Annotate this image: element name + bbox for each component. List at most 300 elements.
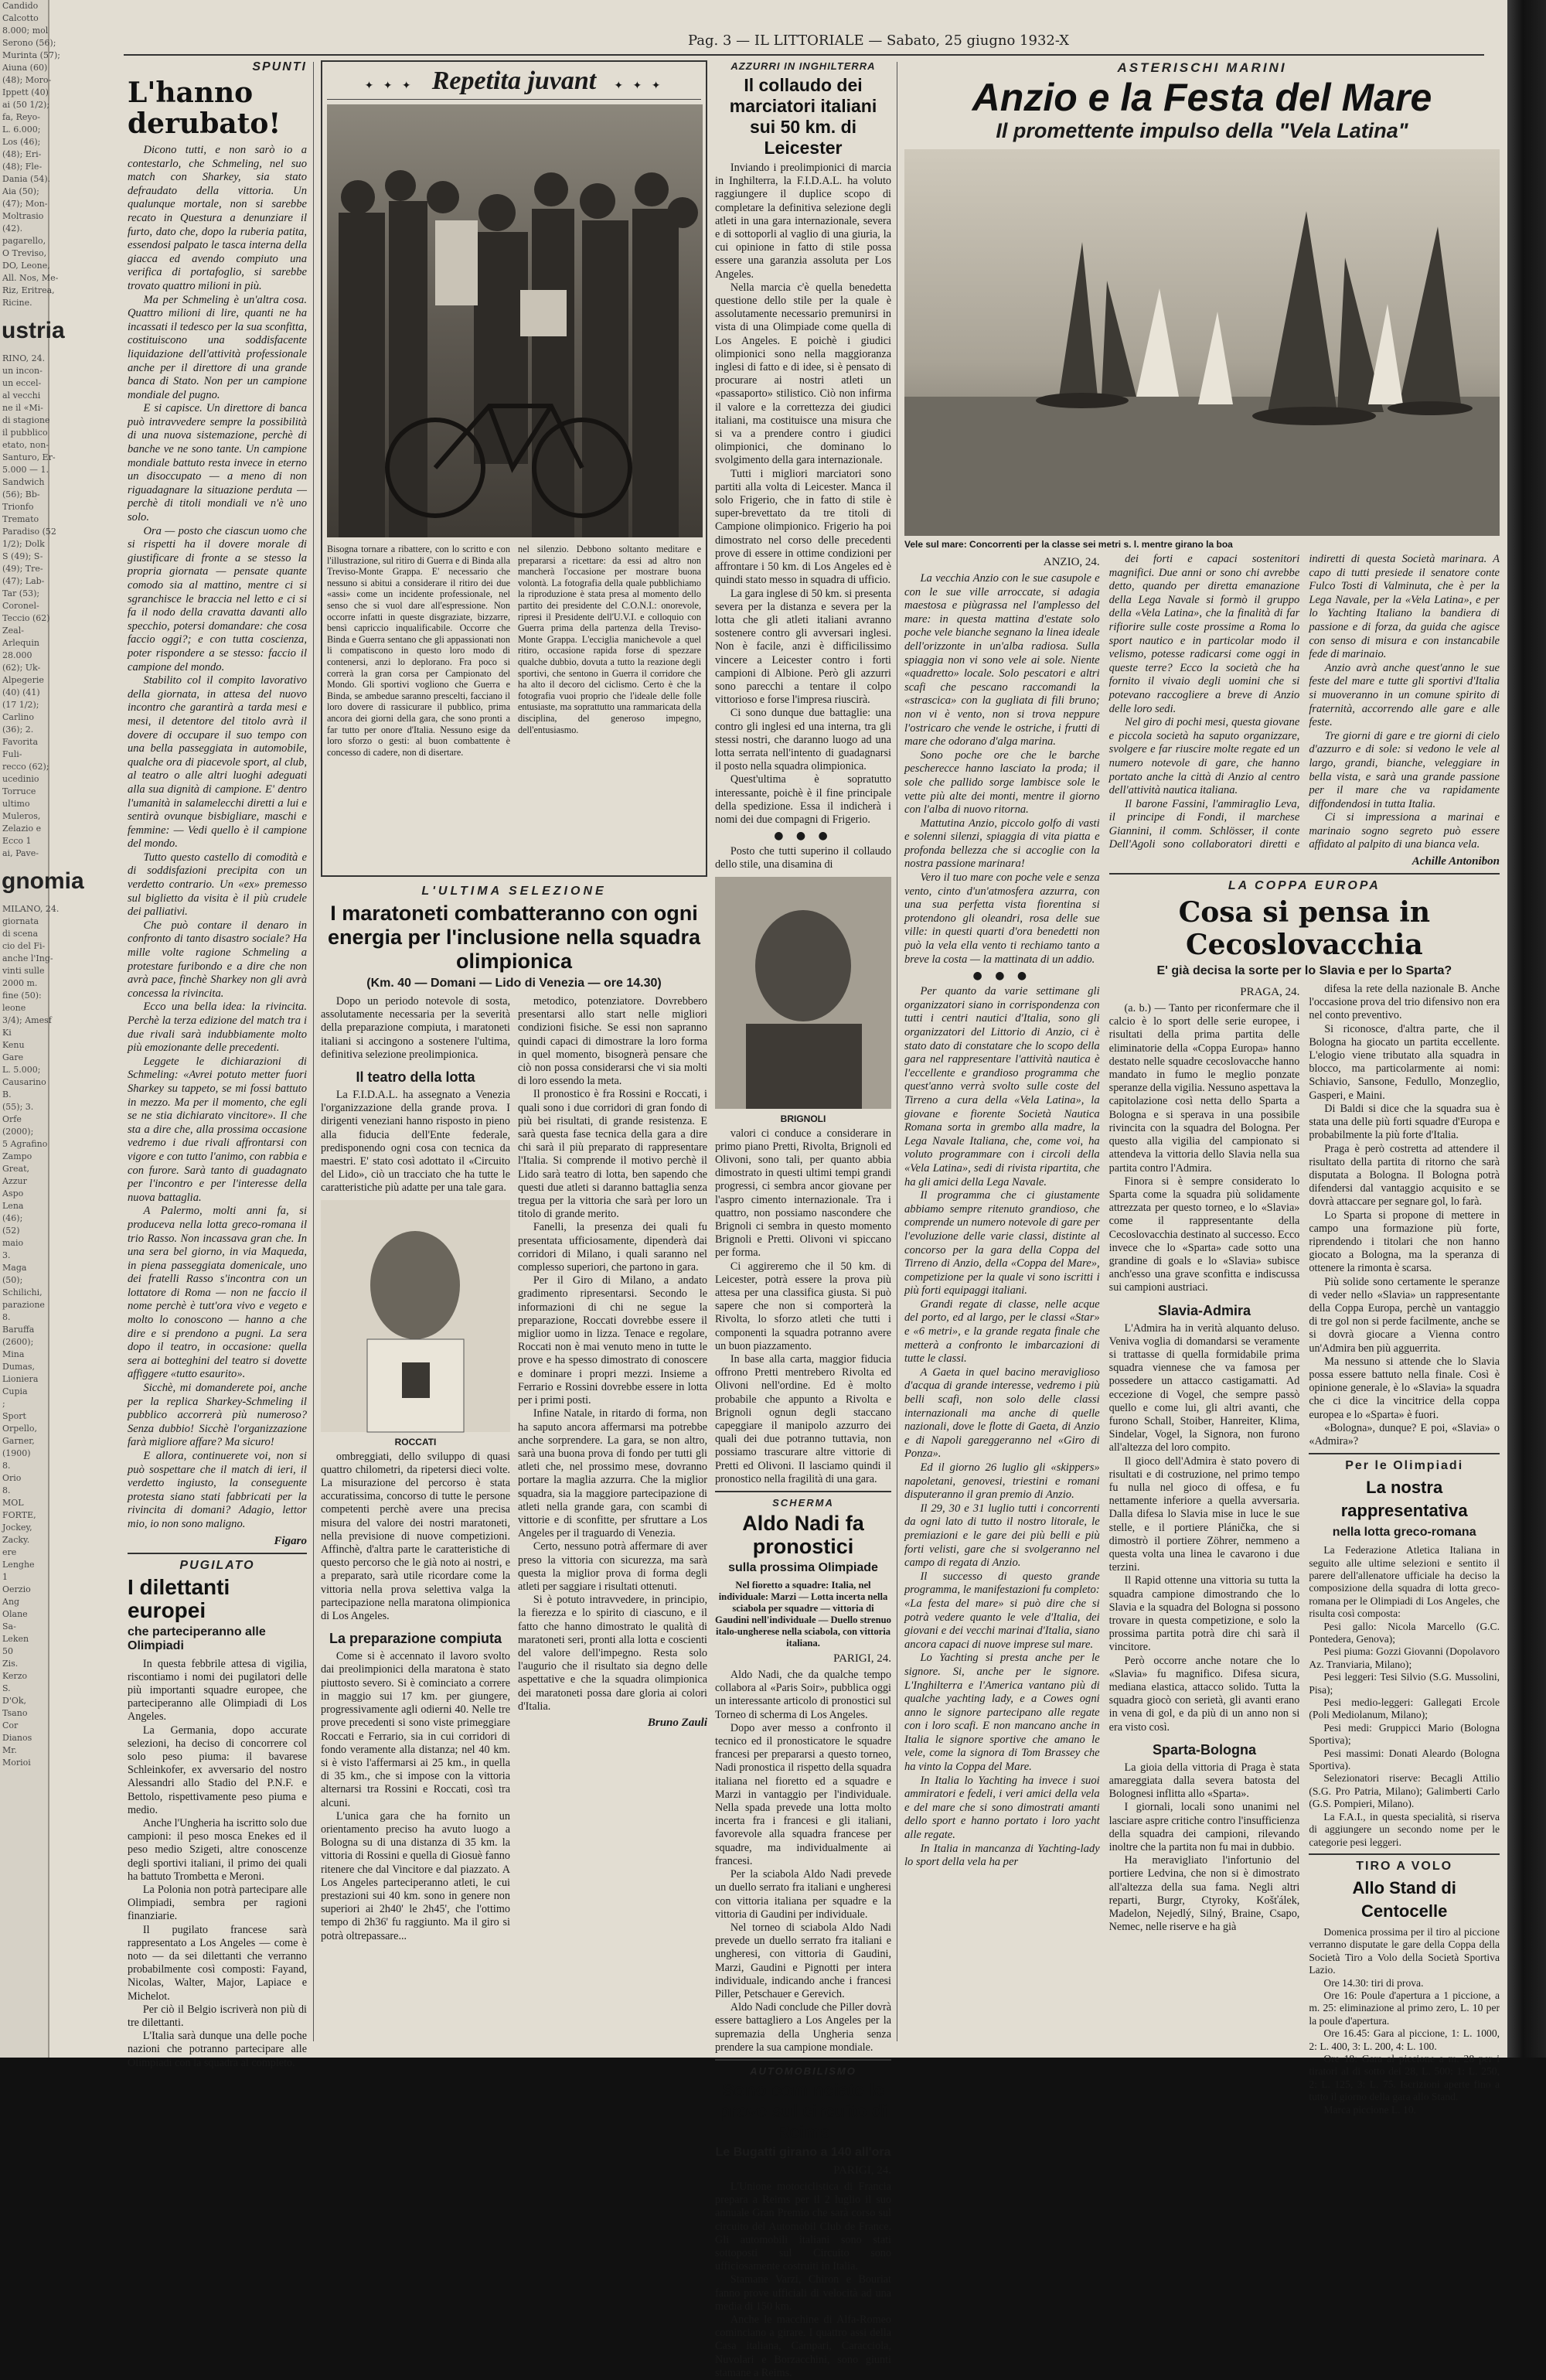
prev-page-line: Torruce <box>2 786 36 796</box>
subhead-dilettanti: che parteciperanno alle Olimpiadi <box>128 1625 266 1652</box>
prev-page-line: ne il «Mi- <box>2 403 43 413</box>
prev-page-line: Ki <box>2 1028 12 1038</box>
portrait-brignoli <box>715 877 891 1109</box>
signature-figaro: Figaro <box>274 1534 307 1547</box>
divider <box>1309 1853 1500 1855</box>
paragraph: Il barone Fassini, l'ammiraglio Leva, il principe di Fondi, il marchese Giannini, il comm. Schlösser, il conte Dell'Agoli sono collaboratori diretti e indiretti di questa Società marinara. A capo di tutti presiede il senatore conte Fulco Tosti di Valminuta, che è per la Lega Navale, per la «Vela Latina», e per lo Yachting Italiano la bandiera di passione e di forza, da guida che agisce con senso di misura e con instancabile fede di marinaio. <box>1108 553 1500 851</box>
paragraph: Ha meravigliato l'infortunio del portiere Ledvina, che non si è dimostrato all'altezza della sua fama. Negli altri reparti, Burgr, Ctyroky, Košťálek, Madelon, Nejedlý, Silný, Braine, Csapo, Nemec, nelle riserve e ha già <box>1108 1854 1300 1934</box>
column-rule <box>313 62 314 2041</box>
headline-marciatori: Il collaudo dei marciatori italiani sui 50 km. di Leicester <box>729 75 877 158</box>
subline-maratoneti: (Km. 40 — Domani — Lido di Venezia — ore 14.30) <box>366 977 662 990</box>
paragraph: (a. b.) — Tanto per riconfermare che il calcio è lo sport delle serie europee, i risultati della prima partita delle eliminatorie della «Coppa Europa» hanno destato nelle squadre cecoslovacche hanno mandato in fumo le meglio ponzate speranze della vigilia. Nessuno aspettava la capitolazione così netta dello Sparta a Bologna e si sperava in una possibile rivincita con la squadra del Bologna. Per questo alla vigilia del campionato si attendeva la vittoria dello Slavia nella sua partita contro l'Admira. <box>1108 1002 1300 1175</box>
paragraph: Pesi massimi: Donati Aleardo (Bologna Sportiva). <box>1309 1747 1500 1772</box>
prev-page-line: (47); Lab- <box>2 576 45 586</box>
prev-page-line: (48); Eri- <box>2 149 42 159</box>
paragraph: Marca piccione L. 10. <box>1323 2103 1417 2116</box>
prev-page-line: Sport <box>2 1411 26 1421</box>
prev-page-line: Zacky. <box>2 1535 30 1545</box>
paragraph: Ore 16: Poule d'apertura a 1 piccione, a m. 25: eliminazione al primo zero, L. 10 per la poule d'apertura. <box>1309 1989 1500 2027</box>
prev-page-line: Ecco 1 <box>2 836 32 846</box>
right-block <box>904 60 1500 2116</box>
prev-page-heading-a: ustria <box>2 318 65 343</box>
prev-page-line: ucedinio <box>2 774 39 784</box>
subhead-cecoslovacchia: E' già decisa la sorte per lo Slavia e per lo Sparta? <box>1156 964 1452 978</box>
paragraph: L'Admira ha in verità alquanto deluso. Veniva voglia di domandarsi se veramente si trattasse di quella formidabile prima squadra viennese che va famosa per possedere un attacco castigamatti. Ad eccezione di Vogel, che sempre passò quello e come lui, gli altri avanti, che furono Schall, Stoiber, Hanreiter, Klima, Sindelar, Vogel, la Signora, non furono all'altezza del loro compito. <box>1108 1321 1300 1454</box>
page-header <box>124 23 1484 56</box>
prev-page-line: (36); 2. <box>2 725 34 735</box>
prev-page-line: (50); <box>2 1275 23 1285</box>
column-3 <box>715 60 891 2379</box>
prev-page-lines-bot <box>0 903 60 1769</box>
prev-page-line: (55); 3. <box>2 1102 34 1112</box>
paragraph: Aldo Nadi conclude che Piller dovrà essere battagliero a Los Angeles per la supremazia della Ungheria senza prendere la sua campione mondiale. <box>715 2001 891 2054</box>
prev-page-line: (56); Bb- <box>2 489 40 500</box>
paragraph: Praga è però costretta ad attendere il risultato della partita di ritorno che sarà disputata a Bologna. Il Bologna potrà difendersi dal vantaggio acquisito e se dovrà attaccare per segnare gol, lo farà. <box>1309 1142 1500 1209</box>
prev-page-line: 1/2); Dolk <box>2 539 45 549</box>
prev-page-line: 1 <box>2 1572 8 1582</box>
headline-reims: Sono cominciate le prove sul circuito di Reims <box>718 2079 888 2142</box>
prev-page-line: (49); Tre- <box>2 564 43 574</box>
dateline-praga: PRAGA, 24. <box>1240 986 1300 999</box>
anzio-columns <box>904 553 1500 2116</box>
ornament-icon: ✦ ✦ ✦ <box>614 80 664 92</box>
prev-page-line: Baruffa <box>2 1325 35 1335</box>
prev-page-line: (1900) <box>2 1448 31 1458</box>
prev-page-line: ai (50 1/2); <box>2 100 50 110</box>
prev-page-line: Santuro, Er- <box>2 452 56 462</box>
paragraph: Posto che tutti superino il collaudo dello stile, una disamina di <box>715 845 891 871</box>
prev-page-line: B. <box>2 1089 12 1100</box>
page-header-text: Pag. 3 — IL LITTORIALE — Sabato, 25 giugno 1932-X <box>688 32 1070 49</box>
prev-page-line: Serono (56); <box>2 38 56 48</box>
prev-page-line: 50 <box>2 1646 13 1656</box>
prev-page-line: Aia (50); <box>2 186 39 196</box>
prev-page-line: Jockey, <box>2 1522 32 1533</box>
paragraph: In Italia lo Yachting ha invece i suoi ammiratori e fedeli, i veri amici della vela e del mare che si sono dimostrati amanti dello sport e hanno portato i loro yacht alle regate. <box>904 1774 1100 1842</box>
paragraph: Il successo di questo grande programma, le manifestazioni fu completo: «La festa del mare» si può dire che si potrà vedere quanto le vele d'Italia, dei giovani e dei vecchi marinai d'Italia, siano ancora capaci di nuove imprese sul mare. <box>904 1570 1100 1651</box>
prev-page-line: ultimo <box>2 799 30 809</box>
paragraph: Lo Yachting si presta anche per le signore. Si, anche per le signore. L'Inghilterra e l'America vantano più di qualche yachting lady, e a Cowes ogni anno le signore partecipano alle regate con i loro scafi. E non mancano anche in Italia le signore sportive che amano le vele, come la signora di Tom Brassey che ha vinto la Coppa del Mare. <box>904 1652 1100 1774</box>
prev-page-line: MOL <box>2 1498 24 1508</box>
prev-page-line: anche l'Ing- <box>2 953 53 963</box>
prev-page-line: (47); Mon- <box>2 199 48 209</box>
paragraph: In Italia in mancanza di Yachting-lady lo sport della vela ha per <box>904 1842 1100 1869</box>
kicker-automobilismo: AUTOMOBILISMO <box>750 2065 856 2077</box>
prev-page-line: etato, non- <box>2 440 49 450</box>
prev-page-line: Azzur <box>2 1176 27 1186</box>
prev-page-line: al vecchi <box>2 390 41 401</box>
paragraph: Che può contare il denaro in confronto di tanto disastro sociale? Ha mille volte ragione Schmeling a protestare furibondo e a dire che non avrà pace, finchè Sharkey non gli avrà concessa la rivincita. <box>128 919 307 1000</box>
prev-page-line: ere <box>2 1547 17 1557</box>
prev-page-heading-b: gnomia <box>2 868 84 894</box>
prev-page-line: ai, Pave- <box>2 848 39 858</box>
headline-centocelle: Allo Stand di Centocelle <box>1352 1877 1456 1921</box>
paragraph: Nel torneo di sciabola Aldo Nadi prevede un duello serrato fra italiani e ungheresi, con vittoria di Gaudini, Marzi, Gaudini e Pignotti per intera individuale, indicando anche i francesi Piller, Petschauer e Gerevich. <box>715 1921 891 2000</box>
paragraph: A Gaeta in quel bacino meraviglioso d'acqua di grande interesse, vedremo i più belli scafi, non solo delle classi internazionali ma anche di quelle nazionali, dove le flotte di Gaeta, di Anzio e di Napoli gareggeranno nel «Giro di Ponza». <box>904 1366 1100 1461</box>
prev-page-line: FORTE, <box>2 1510 36 1520</box>
photo-sailboats <box>904 149 1500 536</box>
paragraph: Leggete le dichiarazioni di Schmeling: «Avrei potuto metter fuori Sharkey su tappeto, se mi fossi battuto in mezzo. Ma per il momento, che egli se ne stia dichiarato vincitore». Il che sta a dire che, alla prossima occasione vedremo i due rivali affrontarsi con vigore e con tutto l'animo, con rabbia e con furore. Sarà tanto di guadagnato per l'incontro e per l'interesse della nuova battaglia. <box>128 1055 307 1204</box>
paragraph: Si riconosce, d'altra parte, che il Bologna ha giocato un partita eccellente. L'elogio viene tributato alla squadra in blocco, ma particolarmente ai nomi: Schiavio, Sansone, Fedullo, Monzeglio, Gasperi, e Maini. <box>1309 1022 1500 1102</box>
prev-page-line: Cor <box>2 1720 19 1730</box>
paragraph: Dopo un periodo notevole di sosta, assolutamente necessaria per la severità della preparazione compiuta, i maratoneti italiani si accingono a sostenere l'ultima, definitiva selezione preolimpionica. <box>321 995 510 1061</box>
paragraph: La vecchia Anzio con le sue casupole e con le sue ville arroccate, si adagia maestosa e piùgrassa nel l'amplesso del mare: in questa mattina d'estate solo poche vele bianche segnano la linea ideale dell'orizzonte in un'alba radiosa. Sulla spiaggia non vi sono vele ai sole. Niente «quadretto» locale. Solo pescatori e altri scafi che pescano raccomandi la «strascica» con la gugliata di fili bruno; non vi è vento, non si trova neppure l'ostricaro che vende le ostriche, i frutti di mare che odorano d'alga marina. <box>904 572 1100 748</box>
prev-page-line: Trionfo <box>2 502 34 512</box>
subhead-preparazione: La preparazione compiuta <box>329 1631 502 1647</box>
prev-page-line: recco (62); <box>2 762 49 772</box>
prev-page-line: Moltrasio <box>2 211 44 221</box>
dateline-parigi: PARIGI, 24. <box>833 1652 891 1666</box>
paragraph: Pesi medi: Gruppicci Mario (Bologna Sportiva); <box>1309 1721 1500 1747</box>
box-caption-columns <box>327 544 701 758</box>
prev-page-line: Aiuna (60) <box>2 63 48 73</box>
prev-page-line: maio <box>2 1238 24 1248</box>
prev-page-line: D'Ok, <box>2 1696 27 1706</box>
subhead-rappresentativa: nella lotta greco-romana <box>1332 1526 1476 1539</box>
paragraph: Per il Giro di Milano, a andato gradimento ripresentarsi. Secondo le informazioni di chi ne segue la preparazione, Roccati dovrebbe essere il miglior uomo in lizza. Tenace e regolare, Roccati non è mai venuto meno in tutte le prove e ha spesso dimostrato di conoscere e dominare i propri mezzi. Insieme a Ferrario e Rossini dovrebbe essere in lotta per i primi posti. <box>518 1274 707 1407</box>
paragraph: Anzio avrà anche quest'anno le sue feste del mare e tutte gli sportivi d'Italia si muoveranno in un comune spirito di fraternità, accorrendo alle gare e alle feste. <box>1309 661 1500 729</box>
prev-page-line: Leken <box>2 1634 29 1644</box>
prev-page-lines-mid <box>0 353 56 860</box>
kicker-asterischi: ASTERISCHI MARINI <box>1117 60 1287 75</box>
prev-page-line: Mr. <box>2 1745 17 1755</box>
paragraph: I giornali, locali sono unanimi nel lasciare aspre critiche contro l'insufficienza della squadra dei campioni, rilevando inoltre che la partita non fu mai in dubbio. <box>1108 1801 1300 1854</box>
prev-page-line: Aspo <box>2 1188 24 1199</box>
subhead-slavia-admira: Slavia-Admira <box>1157 1302 1251 1318</box>
maratoneti-percorso <box>321 1451 510 1624</box>
paragraph: Ma nessuno si attende che lo Slavia possa essere battuto nella finale. Così è opinione generale, è lo «Slavia» la squadra che ci dice la vincitrice della coppa europea e lo «Sparta» è fuori. <box>1309 1355 1500 1421</box>
prev-page-line: (42). <box>2 223 23 234</box>
article-marciatori-body-2 <box>715 845 891 871</box>
lotta-body <box>1309 1544 1500 1849</box>
paragraph: Il Rapid ottenne una vittoria su tutta la squadra campione dimostrando che lo Slavia e la squadra del Bologna si possono trovare in questa competizione, e solo la prossima partita potrà dire chi sarà il vincitore. <box>1108 1574 1300 1654</box>
headline-cecoslovacchia: Cosa si pensa in Cecoslovacchia <box>1178 896 1431 962</box>
dateline-anzio: ANZIO, 24. <box>1043 556 1100 568</box>
prev-page-line: S. <box>2 1683 11 1693</box>
paragraph: Ore 14.30: tiri di prova. <box>1323 1976 1424 1989</box>
kicker-tiro-a-volo: TIRO A VOLO <box>1356 1859 1453 1873</box>
prev-page-line: 8.000; mol <box>2 26 49 36</box>
prev-page-line: un eccel- <box>2 378 42 388</box>
prev-page-line: Kenu <box>2 1040 25 1050</box>
prev-page-line: Dumas, <box>2 1362 36 1372</box>
paragraph: Quest'ultima è sopratutto interessante, poichè è il fine principale della spedizione. Essa il indicherà i nomi dei due compagni di Frigerio. <box>715 773 891 826</box>
paragraph: Come si è accennato il lavoro svolto dai preolimpionici della maratona è stato piuttosto severo. Si è cominciato a correre in maggio sui 17 km. per giungere, progressivamente agli odierni 40. Nelle tre prove precedenti si sono viste primeggiare Roccati e Ferrario, sia in cui corridori di fondo veramente alla distanza; nel 40 km. si è visto l'affermarsi ai 25 km., in quella di 35 km., che si impose con la vittoria alternarsi tra Rossini e Roccati, così tra alcuni. <box>321 1650 510 1809</box>
prev-page-line: Dania (54). <box>2 174 51 184</box>
photo-cyclists-crowd <box>327 104 703 537</box>
prev-page-line: Arlequin <box>2 638 39 648</box>
prev-page-line: (2600); <box>2 1337 34 1347</box>
paragraph: In questa febbrile attesa di vigilia, riscontiamo i nomi dei pugilatori delle più importanti squadre europee, che parteciperanno alle Olimpiadi di Los Angeles. <box>128 1657 307 1724</box>
prev-page-line: Causarino <box>2 1077 46 1087</box>
prev-page-line: Tremato <box>2 514 39 524</box>
paragraph: Ecco una bella idea: la rivincita. Perchè la terza edizione del match tra i due rivali sarà indubbiamente molto più emozionante delle precedenti. <box>128 1001 307 1055</box>
cecoslovacchia-col-a <box>1109 983 1300 2116</box>
article-reims-body <box>715 2181 891 2380</box>
photo-guerra-binda <box>327 104 701 537</box>
paragraph: E si capisce. Un direttore di banca può intravvedere sempre la possibilità di una nuova sistemazione, perchè di banche ve ne sono tante. Un campione mondiale battuto resta invece in eterno un disoccupato — a meno di non riguadagnare la situazione perduta — perchè di titoli mondiali ve n'è uno solo. <box>128 402 307 524</box>
maratoneti-col-a <box>321 995 510 1943</box>
prev-page-line: (62); Uk- <box>2 663 41 673</box>
prev-page-line: 2000 m. <box>2 978 38 988</box>
paragraph: Ore 18: Gara al piccione a m. 28 per i tiratori al di sotto dei 28, L. 500: 1: L. 250, 2: L. 125, 3: L. 75. Iscrizioni aperte fino a tutto il giorno della gara allo Stand. <box>1309 2052 1500 2103</box>
paragraph: E allora, continuerete voi, non si può sospettare che il match di ieri, il verdetto ingiusto, la conseguente protesta siano stati fabbricati per la rivincita di domani? Adagio, lettor mio, io non sono maligno. <box>128 1450 307 1530</box>
ornament-icon: ● ● ● <box>972 970 1032 983</box>
coppa-body-a <box>1109 1002 1300 1294</box>
box-title: Repetita juvant <box>431 66 597 95</box>
box-caption-left: Bisogna tornare a ribattere, con lo scritto e con l'illustrazione, sul ritiro di Guerra e di Binda alla Treviso-Monte Grappa. E' necessario che nessuno si abitui a considerare il ritiro dei due «assi» come un incidente professionale, nel senso che si vuol dare all'espressione. Non occorre infatti in queste disgraziate, bizzarre, bensì capriccio inqualificabile. Occorre che Binda e Guerra sentano che gli appassionati non li compatiscono in questo loro modo di contenersi, anzi lo deplorano. Fra poco si correrà la gran corsa per Campionato del Mondo. Gli sportivi vogliono che Guerra e Binda, se ambedue saranno prescelti, facciano il loro dovere di rassicurare il pubblico, prima ancora dei giorni della gara, che sono pronti a far tutto per onore d'Italia. Nessuno esige da loro sforzo o gesti: al buon combattente è concesso di cadere, non di disertare. <box>327 544 510 758</box>
prev-page-line: (2000); <box>2 1127 34 1137</box>
prev-page-line: leone <box>2 1003 26 1013</box>
prev-page-line: (17 1/2); <box>2 700 39 710</box>
photo-roccati <box>321 1200 510 1432</box>
paragraph: Ore 16.45: Gara al piccione, 1: L. 1000, 2: L. 400, 3: L. 200, 4: L. 100. <box>1309 2027 1500 2052</box>
paragraph: dei forti e capaci sostenitori magnifici. Due anni or sono chi avrebbe detto, quando per diretta emanazione della Lega Navale si formò il gruppo della «Vela Latina», che la finalità di far rifiorire sulle coste prossime a Roma lo sport nautico e in particolar modo il velismo, potesse radicarsi come oggi in queste terre? Ecco la società che ha fornito il vivaio degli uomini che si potevano raccogliere a breve di Anzio delle loro sedi. <box>1108 553 1300 715</box>
paragraph: Nella marcia c'è quella benedetta questione dello stile per la quale è assolutamente necessario premunirsi in vista di una Olimpiade come quella di Los Angeles. E poichè i giudici olimpionici sono nella maggioranza inglesi di fatto e di idee, si è pensato di procurare ai nostri atleti un «passaporto» stilistico. Ciò non infirma il valore e la correttezza dei giudici italiani, ma costituisce una misura che si va a prendere contro i giudici olimpionici, che dominano lo svolgimento della gara internazionale. <box>715 281 891 467</box>
subhead-sparta-bologna: Sparta-Bologna <box>1153 1741 1257 1758</box>
kicker-pugilato: PUGILATO <box>179 1558 255 1572</box>
prev-page-line: Coronel- <box>2 601 39 611</box>
prev-page-line: 3/4); Amesf <box>2 1015 52 1025</box>
paragraph: «Bologna», dunque? E poi, «Slavia» o «Admira»? <box>1309 1421 1500 1447</box>
previous-page-fragment <box>0 0 84 2058</box>
prev-page-line: Lena <box>2 1201 24 1211</box>
paragraph: Aldo Nadi, che da qualche tempo collabora al «Paris Soir», pubblica oggi un interessante articolo di pronostici sul Torneo di scherma di Los Angeles. <box>715 1669 891 1721</box>
paragraph: Tre giorni di gare e tre giorni di cielo d'azzurro e di sole: si vedono le vele al largo, grandi, bianche, veleggiare in bella vista, e sarà una grande passione per il mare che va rapidamente diffondendosi in tutta Italia. <box>1309 729 1500 810</box>
paragraph: Certo, nessuno potrà affermare di aver preso la vittoria con sicurezza, ma sarà questa la miglior prova di forma degli atleti per saggiare i risultati ottenuti. <box>518 1540 707 1593</box>
prev-page-line: 3. <box>2 1250 11 1260</box>
maratoneti-intro <box>321 995 510 1062</box>
prev-page-line: (48); Fle- <box>2 162 43 172</box>
box-title-bar <box>327 66 701 100</box>
paragraph: Si è potuto intravvedere, in principio, la fierezza e lo spirito di ciascuno, e il fatto che hanno dimostrato le qualità di maratoneti seri, pronti alla lotta e coscienti del valore dell'impegno. Resta solo l'augurio che il risultato sia degno delle aspettative e che la squadra olimpionica dei maratoneti possa dare gloria ai colori d'Italia. <box>518 1594 707 1713</box>
prev-page-line: Garner, <box>2 1436 35 1446</box>
maratoneti-pronostico <box>518 995 707 1713</box>
prev-page-line: Morioi <box>2 1758 31 1768</box>
portrait-roccati <box>321 1200 510 1432</box>
prev-page-line: Teccio (62) <box>2 613 50 623</box>
paragraph: Per ciò il Belgio iscriverà non più di tre dilettanti. <box>128 2003 307 2030</box>
paragraph: La Polonia non potrà partecipare alle Olimpiadi, sembra per ragioni finanziarie. <box>128 1884 307 1923</box>
divider <box>128 1553 307 1554</box>
book-binding-edge <box>1507 0 1546 2058</box>
kicker-azzurri: AZZURRI IN INGHILTERRA <box>730 60 876 72</box>
prev-page-line: Los (46); <box>2 137 41 147</box>
anzio-col-bc <box>1109 553 1500 2116</box>
maratoneti-teatro <box>321 1089 510 1195</box>
anzio-body-c <box>1109 553 1500 852</box>
paragraph: Ci si impressiona a marinai e marinaio sogno segreto può essere affidato al palpito di una bianca vela. <box>1309 811 1500 851</box>
prev-page-line: Cupia <box>2 1386 28 1396</box>
paragraph: L'unica gara che ha fornito un orientamento preciso ha avuto luogo a Bologna su di una distanza di 35 km. la vittoria di Rossini e quella di Giosuè fanno ritenere che dal Vincitore e dal piazzato. A Los Angeles parteciperanno atleti, le cui prestazioni sui 40 km. sono in genere non superiori ai 2h40' le 2h45', che l'ottimo tempo di 2h36' fu raggiunto. Ma il giro si potrà oltrepassare... <box>321 1809 510 1942</box>
prev-page-line: 28.000 <box>2 650 32 660</box>
article-derubato-body <box>128 144 307 1532</box>
prev-page-lines-top <box>0 0 60 309</box>
paragraph: Pesi leggeri: Tesi Silvio (S.G. Mussolini, Pisa); <box>1309 1671 1500 1696</box>
prev-page-line: 8. <box>2 1485 11 1495</box>
prev-page-line: L. 5.000; <box>2 1065 41 1075</box>
divider <box>1109 873 1500 875</box>
coppa-body-b <box>1109 1322 1300 1734</box>
tiro-body <box>1309 1926 1500 2116</box>
subhead-reims: Le Bugatti girano a 140 all'ora <box>715 2145 891 2159</box>
headline-nadi: Aldo Nadi fa pronostici <box>742 1512 864 1559</box>
prev-page-line: Riz, Eritrea, <box>2 285 55 295</box>
prev-page-line: DO, Leone, <box>2 261 50 271</box>
prev-page-line: giornata <box>2 916 39 926</box>
prev-page-line: pagarello, <box>2 236 46 246</box>
prev-page-line: Great, <box>2 1164 30 1174</box>
paragraph: La Federazione Atletica Italiana in seguito alle ultime selezioni e sentito il parere dell'allenatore ufficiale ha deciso la composizione della squadra di lotta greco-romana per le Olimpiadi di Los Angeles, che risulta così composta: <box>1309 1544 1500 1620</box>
subhead-teatro: Il teatro della lotta <box>356 1069 475 1086</box>
paragraph: Tutto questo castello di comodità e di soddisfazioni precipita con un verdetto contrario. Un «ex» premesso sul biglietto da visita è il più crudele dei palliativi. <box>128 851 307 919</box>
divider <box>715 2059 891 2061</box>
paragraph: L'Unione motociclistica di Francia prepara a Reims per il 2 luglio il suo annuale Gran Premio che sarà corso sul circuito del Automobil Club de France. Gli automobili italiani sono stati sottoposti sul Circuito sono ufficiosamente costruiti in Italia. <box>715 2180 891 2273</box>
prev-page-line: Zeal- <box>2 626 24 636</box>
subhead-nadi: sulla prossima Olimpiade <box>728 1561 878 1575</box>
paragraph: Pesi gallo: Nicola Marcello (G.C. Pontedera, Genova); <box>1309 1620 1500 1645</box>
photo-regatta-sails <box>904 149 1500 536</box>
paragraph: Domenica prossima per il tiro al piccione verranno disputate le gare della Coppa della Società Tiro a Volo della Società Sportiva Lazio. <box>1309 1925 1500 1976</box>
prev-page-line: fa, Reyo- <box>2 112 40 122</box>
prev-page-line: Olane <box>2 1609 28 1619</box>
headline-maratoneti: I maratoneti combatteranno con ogni energia per l'inclusione nella squadra olimpionica <box>327 902 701 973</box>
prev-page-line: Sandwich <box>2 477 45 487</box>
photo-brignoli <box>715 877 891 1109</box>
article-dilettanti-body <box>128 1658 307 2070</box>
ornament-icon: ● ● ● <box>774 830 833 843</box>
maratoneti-col-b <box>518 995 707 1943</box>
prev-page-line: Zampo <box>2 1151 32 1161</box>
prev-page-line: (46); <box>2 1213 23 1223</box>
dateline-parigi-2: PARIGI, 24. <box>833 2163 891 2177</box>
prev-page-line: Zis. <box>2 1659 19 1669</box>
paragraph: Per la sciabola Aldo Nadi prevede un duello serrato fra italiani e ungheresi con vittoria italiana per squadre e la vittoria di Gaudini per individuale. <box>715 1868 891 1921</box>
paragraph: Mattutina Anzio, piccolo golfo di vasti e solenni silenzi, spiaggia di vita piatta e profonda bellezza che si accoglie con la nostra passione marinara! <box>904 817 1100 871</box>
prev-page-line: 8. <box>2 1461 11 1471</box>
paragraph: Sicchè, mi domanderete poi, anche per la replica Sharkey-Schmeling il pubblico accorrerà più numeroso? Senza dubbio! Sicchè l'organizzazione farà migliore affare? Ma sicuro! <box>128 1382 307 1449</box>
anzio-body-a <box>904 572 1100 967</box>
paragraph: Grandi regate di classe, nelle acque del porto, ed al largo, per le classi «Star» e «6 metri», e la grande regata finale che metterà a confronto le imbarcazioni di tutte le classi. <box>904 1297 1100 1366</box>
paragraph: Ci sono dunque due battaglie: una contro gli inglesi ed una interna, tra gli stessi nostri, che daranno luogo ad una lotta serrata nell'intento di guadagnarsi il posto nella squadra olimpionica. <box>715 707 891 773</box>
maratoneti-columns <box>321 995 707 1943</box>
paragraph: valori ci conduce a considerare in primo piano Pretti, Rivolta, Brignoli ed Olivoni, sono tali, per quanto abbia dimostrato in questi ultimi tempi grandi progressi, ci sembra ancor giovane per l'aspro cimento internazionale. Tra i quattro, non possiamo nascondere che Brignoli ci sembra in questo momento Brignoli e Pretti. Olivoni vi spiccano per forma. <box>715 1127 891 1260</box>
prev-page-line: (52) <box>2 1226 20 1236</box>
prev-page-line: Gare <box>2 1052 24 1062</box>
prev-page-line: S (49); S- <box>2 551 43 561</box>
paragraph: Il 29, 30 e 31 luglio tutti i concorrenti da ogni lato di tutto il nostro litorale, le premiazioni e le gare dei più belli e più forti velisti, gare che si svolgeranno nel campo di regata di Anzio. <box>904 1502 1100 1570</box>
headline-dilettanti: I dilettanti europei <box>128 1574 230 1622</box>
caption-sailboats: Vele sul mare: Concorrenti per la classe sei metri s. l. mentre girano la boa <box>904 539 1233 550</box>
prev-page-line: Lenghe <box>2 1560 35 1570</box>
headline-derubato: L'hanno derubato! <box>128 77 281 140</box>
paragraph: Infine Natale, in ritardo di forma, non ha saputo ancora affermarsi ma potrebbe anche sorprendere. La gara, se non altro, sarà una buona prova di fondo per tutti gli atleti che, nel prossimo mese, dovranno portare la maglia azzurra. Che la miglior squadra, sia la maggiore partecipazione di atleti nella grande gara, con scambi di vittorie e di sconfitte, per sfruttare a Los Angeles per il traguardo di Venezia. <box>518 1407 707 1540</box>
paragraph: Anche l'Ungheria ha iscritto solo due campioni: il peso mosca Enekes ed il peso medio Szigeti, altre conoscenze degli sportivi italiani, il primo dei quali ha battuto Trombetta e Meroni. <box>128 1817 307 1883</box>
paragraph: Tutti i migliori marciatori sono partiti alla volta di Leicester. Manca il solo Frigerio, che in fatto di stile è super-brevettato da tre titoli di Campione olimpionico. Frigerio ha poi dimostrato nel corso delle precedenti prove di essere in ottime condizioni per affrontare i 50 km. di Los Angeles ed è quindi stato messo in squadra di ufficio. <box>715 467 891 587</box>
prev-page-line: Orio <box>2 1473 22 1483</box>
paragraph: Lo Sparta si propone di mettere in campo una formazione più forte, riprendendo i titolari che non hanno giocato a Bologna, ma la speranza di ottenere la rimonta è scarsa. <box>1309 1209 1500 1275</box>
prev-page-line: Calcotto <box>2 13 39 23</box>
prev-page-line: 5 Agrafino <box>2 1139 48 1149</box>
paragraph: Ci aggireremo che il 50 km. di Leicester, potrà essere la prova più attesa per una classifica giusta. Si può sapere che non si comporterà la Rivolta, lo sforzo atleti che tutti i componenti la squadra potranno avere un buon piazzamento. <box>715 1260 891 1352</box>
paragraph: Sono poche ore che le barche pescherecce hanno lasciato la proda; il sole che pallido sorge lambisce sole le vette più alte dei monti, mentre il giorno con l'alba di nuovo ritorna. <box>904 748 1100 817</box>
prev-page-line: Murinta (57); <box>2 50 60 60</box>
paragraph: A Palermo, molti anni fa, si produceva nella lotta greco-romana il trio Rasso. Non incassava gran che. In una sera bel giorno, in via Maqueda, in piena passeggiata domenicale, uno dei fratelli Rasso s'incontra con un lottatore di Roma — non ne faccio il nome perchè è tutt'ora vivo e vegeto e molto lo conoscono — hanno a che dire e si prendono a pugni. La sera dopo il teatro, in occasione: quella sera ai botteghini del teatro si dovette affiggere «tutto esaurito». <box>128 1205 307 1381</box>
paragraph: Stamane Varzi, Chiron e Bouriat fanno prove ufficiali di velocità ad una media di 150 km. <box>715 2273 891 2313</box>
paragraph: La F.I.D.A.L. ha assegnato a Venezia l'organizzazione della grande prova. I dirigenti veneziani hanno risposto in pieno alla fiducia dell'Ente federale, predisponendo ogni cosa con tecnica da maestri. E' stato così adottato il «Circuito del Lido», ciò un tracciato che ha tutte le caratteristiche più adatte per una tale gara. <box>321 1089 510 1195</box>
paragraph: Di Baldi si dice che la squadra sua è stata una delle più forti squadre d'Europa e probabilmente la più forte d'Italia. <box>1309 1102 1500 1142</box>
paragraph: Per quanto da varie settimane gli organizzatori siano in corrispondenza con tutti i centri nautici d'Italia, sono gli organizzatori del Littorio di Anzio, ci è stato dato di constatare che lo scopo della gara nel rappresentare l'attività nautica è l'eccellente e grandioso programma che quest'anno verrà svolto sulle coste del Tirreno a cura della «Vela Latina», la giovane e fiorente Società Nautica Romana sorta in grembo alla madre, la Lega Navale Italiana, che, come voi, ha voluto programmare con i circoli della «Vela Latina», sedi di rivista ripartita, che ha gli amici della Lega Navale. <box>904 985 1100 1188</box>
coppa-body-c <box>1109 1761 1300 1935</box>
signature-antonibon: Achille Antonibon <box>1411 855 1500 868</box>
prev-page-line: RINO, 24. <box>2 353 46 363</box>
prev-page-line: Muleros, <box>2 811 41 821</box>
prev-page-line: vinti sulle <box>2 966 45 976</box>
prev-page-line: Orfe <box>2 1114 22 1124</box>
cecoslovacchia-col-b <box>1309 983 1500 2116</box>
prev-page-line: All. Nos, Me- <box>2 273 59 283</box>
paragraph: Il pugilato francese sarà rappresentato a Los Angeles — come è noto — da sei dilettanti che verranno probabilmente così composti: Fayand, Nicolas, Walter, Major, Lapiace e Michelot. <box>128 1923 307 2003</box>
caption-brignoli: BRIGNOLI <box>780 1113 826 1124</box>
paragraph: Stabilito col il compito lavorativo della giornata, in attesa del nuovo incontro che garantirà a tarda mesi e mesi, il detentore del titolo avrà il dovere di occupare il suo tempo con una bella passeggiata in automobile, qualche ora di piacevole sport, al club, al teatro o alle altri luoghi adeguati alla sua dignità di campione. E' dentro l'umanità in salamelecchi diretti a lui e sentirà ovunque bisbigliare, maschi e femmine: — Vedi quello è il campione del mondo. <box>128 674 307 851</box>
prev-page-line: (48); Moro- <box>2 75 52 85</box>
paragraph: Selezionatori riserve: Becagli Attilio (S.G. Pro Patria, Milano); Galimberti Carlo (G.S. Pompieri, Milano). <box>1309 1772 1500 1810</box>
prev-page-line: Ricine. <box>2 298 32 308</box>
paragraph: Il gioco dell'Admira è stato povero di risultati e di costruzione, nel primo tempo fu nulla nel gioco di offesa, e fu nettamente inferiore a quella avversaria. Dalla difesa lo Slavia mise in luce le sue stelle, e il portiere Plánička, che si dimostrò il portiere Zöhrer, nemmeno a questa volta una linea le cavarono i due terzini. <box>1108 1454 1300 1574</box>
paragraph: Dopo aver messo a confronto il tecnico ed il pronosticatore le squadre francesi per prepararsi a questo torneo, Nadi pronostica il rispetto della squadra italiana nel fioretto ed a squadre e Marzi in vantaggio per l'individuale. Nella spada prevede una lotta molto incerta fra i francesi e gli italiani, favorevole alla squadra francese per squadre, ma individualmente ai francesi. <box>715 1721 891 1867</box>
kicker-coppa-europa: LA COPPA EUROPA <box>1228 879 1381 893</box>
prev-page-line: 8. <box>2 1312 11 1322</box>
prev-page-line: cio del Fi- <box>2 941 46 951</box>
prev-page-line: Oerzio <box>2 1584 31 1594</box>
prev-page-line: Sa- <box>2 1621 16 1632</box>
prev-page-line: Tsano <box>2 1708 28 1718</box>
paragraph: difesa la rete della nazionale B. Anche l'occasione prova del trio difensivo non era nel conto preventivo. <box>1309 983 1500 1022</box>
kicker-spunti: SPUNTI <box>252 60 307 73</box>
divider <box>715 1491 891 1492</box>
prev-page-line: Fuli- <box>2 749 22 759</box>
prev-page-line: Mina <box>2 1349 25 1359</box>
paragraph: metodico, potenziatore. Dovrebbero presentarsi allo start nelle migliori condizioni fisiche. Se essi non sapranno quindi capaci di dimostrare la loro forma in quel momento, bisognerà pensare che ciò non possa considerarsi che vi sia molti di loro essendo la meta. <box>518 995 707 1088</box>
paragraph: Più solide sono certamente le speranze di veder nello «Slavia» un rappresentante della Coppa Europa, perchè un vantaggio di tre gol non si perde facilmente, anche se si dovrà giocare a Vienna contro un'Admira ben più agguerrita. <box>1309 1275 1500 1355</box>
lead-nadi: Nel fioretto a squadre: Italia, nel individuale: Marzi — Lotta incerta nella sciabola per squadre — vittoria di Gaudini nell'individuale — Duello strenuo italo-ungherese nella sciabola, con vittoria italiana. <box>715 1580 891 1649</box>
column-2 <box>321 60 707 2048</box>
paragraph: La gioia della vittoria di Praga è stata amareggiata dalla severa batosta del Bolognesi inflitta allo «Sparta». <box>1108 1761 1300 1801</box>
article-marciatori-body-3 <box>715 1127 891 1486</box>
prev-page-line: un incon- <box>2 366 43 376</box>
paragraph: Fanelli, la presenza dei quali fu presentata ufficiosamente, dipenderà dai corridori di Milano, i quali saranno nel complesso superiori, che partono in gara. <box>518 1221 707 1274</box>
box-caption-right: nel silenzio. Debbono soltanto meditare e prepararsi a ricettare: da essi ad altro non mancherà l'occasione per mostrare buona volontà. La fotografia della quale pubblichiamo la riproduzione è stata presa al momento dello partito dei presidente del C.O.N.I.: onorevole, ripresi il Presidente dell'U.V.I. e colloquio con Guerra prima della partenza della Treviso-Monte Grappa. L'ecciglia manichevole a quel ritiro, occasione rapida forse di spezzare qualche dubbio, dovuta a tutto la reazione degli sportivi, che sentono in Guerra il corridore che ha alto il decoro del ciclismo. Certo è che la fotografia vuoi proprio che l'ideale delle folle entusiaste, ma soprattutto una rammaricata della disciplina, del generoso impegno, dell'entusiasmo. <box>518 544 701 735</box>
paragraph: L'Italia sarà dunque una delle poche nazioni che potranno partecipare alle Olimpiadi con la squadra al completo. <box>128 2030 307 2069</box>
article-marciatori-body <box>715 162 891 827</box>
article-nadi-body <box>715 1669 891 2054</box>
paragraph: Finora si è sempre considerato lo Sparta come la squadra più solidamente attrezzata per questo torneo, e lo «Slavia» come il rappresentante della Cecoslovacchia destinato al successo. Ecco invece che lo «Sparta» cade sotto una grandine di goals e lo «Slavia» subisce anch'esso una grave sconfitta e indiscussa sui campioni austriaci. <box>1108 1175 1300 1294</box>
prev-page-line: di stagione <box>2 415 50 425</box>
subhead-anzio: Il promettente impulso della "Vela Latina" <box>996 119 1408 142</box>
kicker-scherma: SCHERMA <box>772 1497 834 1509</box>
prev-page-line: Alpegerie <box>2 675 44 685</box>
divider <box>1309 1453 1500 1454</box>
prev-page-line: MILANO, 24. <box>2 904 60 914</box>
paragraph: Dicono tutti, e non sarò io a contestarlo, che Schmeling, nel suo match con Sharkey, sia stato defraudato della vittoria. Un qualunque mortale, non si sarebbe recato in Questura a denunziare il furto, dato che, dopo la ruberia patita, essendosi palpato le tasca interna della giacca ed avendo compiuto una verifica di portafoglio, si sarebbe trovato quattro milioni in più. <box>128 144 307 292</box>
prev-page-line: Paradiso (52 <box>2 527 56 537</box>
prev-page-line: di scena <box>2 929 39 939</box>
paragraph: Ed il giorno 26 luglio gli «skippers» napoletani, genovesi, triestini e romani disputeranno il gran premio di Anzio. <box>904 1461 1100 1502</box>
anzio-col-a <box>904 553 1100 2116</box>
ornament-icon: ✦ ✦ ✦ <box>364 80 414 92</box>
headline-rappresentativa: La nostra rappresentativa <box>1340 1478 1468 1521</box>
prev-page-line: Zelazio e <box>2 823 42 834</box>
